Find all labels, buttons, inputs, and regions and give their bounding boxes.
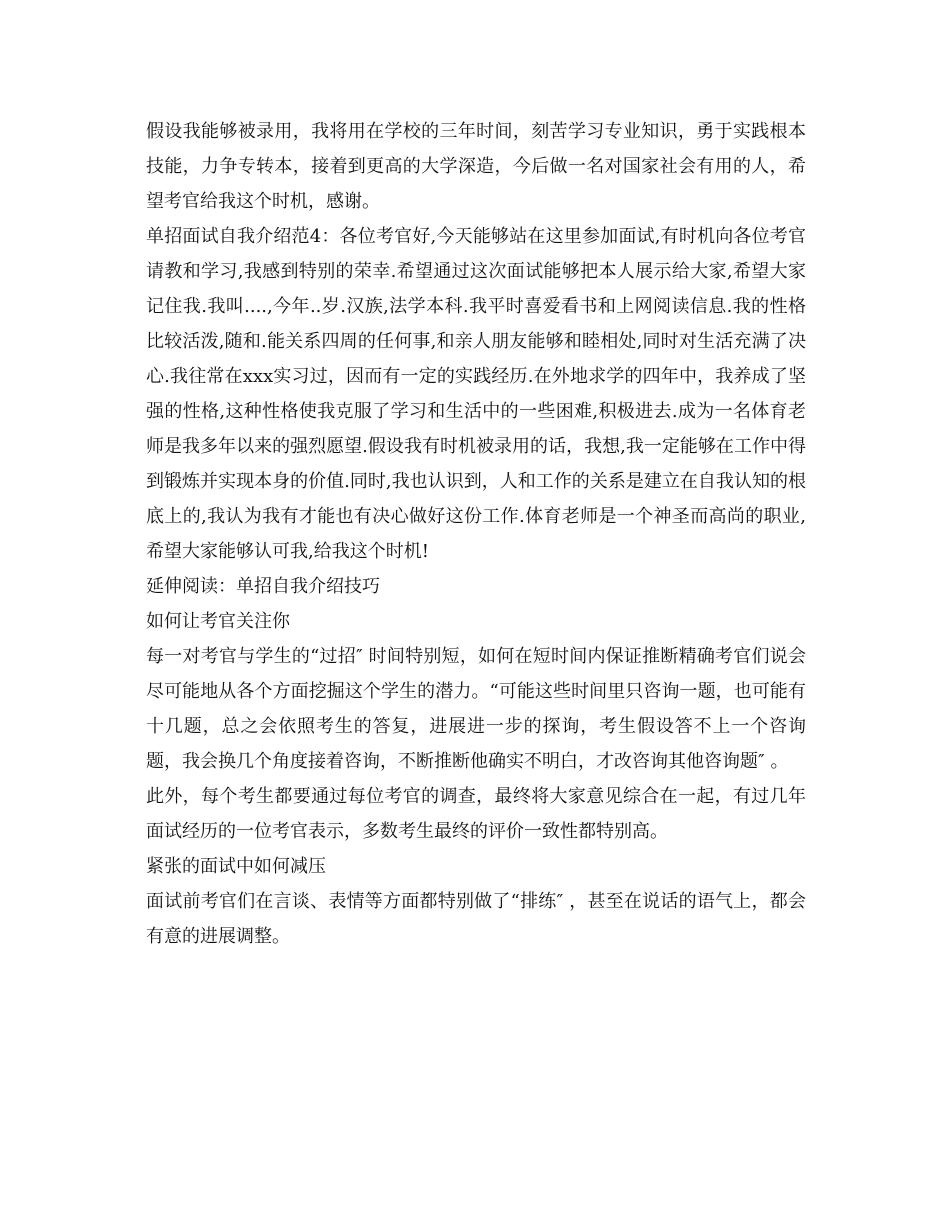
heading-reduce-pressure: 紧张的面试中如何减压	[146, 856, 326, 877]
document-page	[146, 114, 806, 954]
paragraph-sample-intro-4: 单招面试自我介绍范4：各位考官好,今天能够站在这里参加面试,有时机向各位考官请教和学习,我感到特别的荣幸.希望通过这次面试能够把本人展示给大家,希望大家记住我.我叫....,今年..岁.汉族,法学本科.我平时喜爱看书和上网阅读信息.我的性格比较活泼,随和.能关系四周的任何事,和亲人朋友能够和睦相处,同时对生活充满了决心.我往常在xxx实习过，因而有一定的实践经历.在外地求学的四年中，我养成了坚强的性格,这种性格使我克服了学习和生活中的一些困难,积极进去.成为一名体育老师是我多年以来的强烈愿望.假设我有时机被录用的话，我想,我一定能够在工作中得到锻炼并实现本身的价值.同时,我也认识到，人和工作的关系是建立在自我认知的根底上的,我认为我有才能也有决心做好这份工作.体育老师是一个神圣而高尚的职业,希望大家能够认可我,给我这个时机!	[146, 226, 806, 562]
paragraph-rehearsal: 面试前考官们在言谈、表情等方面都特别做了“排练″ ，甚至在说话的语气上，都会有意的进展调整。	[146, 891, 806, 947]
paragraph-closing-hope: 假设我能够被录用，我将用在学校的三年时间，刻苦学习专业知识，勇于实践根本技能，力争专转本，接着到更高的大学深造，今后做一名对国家社会有用的人，希望考官给我这个时机，感谢。	[146, 121, 806, 212]
paragraph-consistent-evaluation: 此外，每个考生都要通过每位考官的调查，最终将大家意见综合在一起，有过几年面试经历的一位考官表示，多数考生最终的评价一致性都特别高。	[146, 786, 806, 842]
heading-extended-reading: 延伸阅读：单招自我介绍技巧	[146, 576, 380, 597]
paragraph-examiner-questions: 每一对考官与学生的“过招″ 时间特别短，如何在短时间内保证推断精确考官们说会尽可能地从各个方面挖掘这个学生的潜力。“可能这些时间里只咨询一题，也可能有十几题，总之会依照考生的答复，进展进一步的探询，考生假设答不上一个咨询题，我会换几个角度接着咨询，不断推断他确实不明白，才改咨询其他咨询题″ 。	[146, 646, 806, 772]
heading-get-attention: 如何让考官关注你	[146, 611, 290, 632]
